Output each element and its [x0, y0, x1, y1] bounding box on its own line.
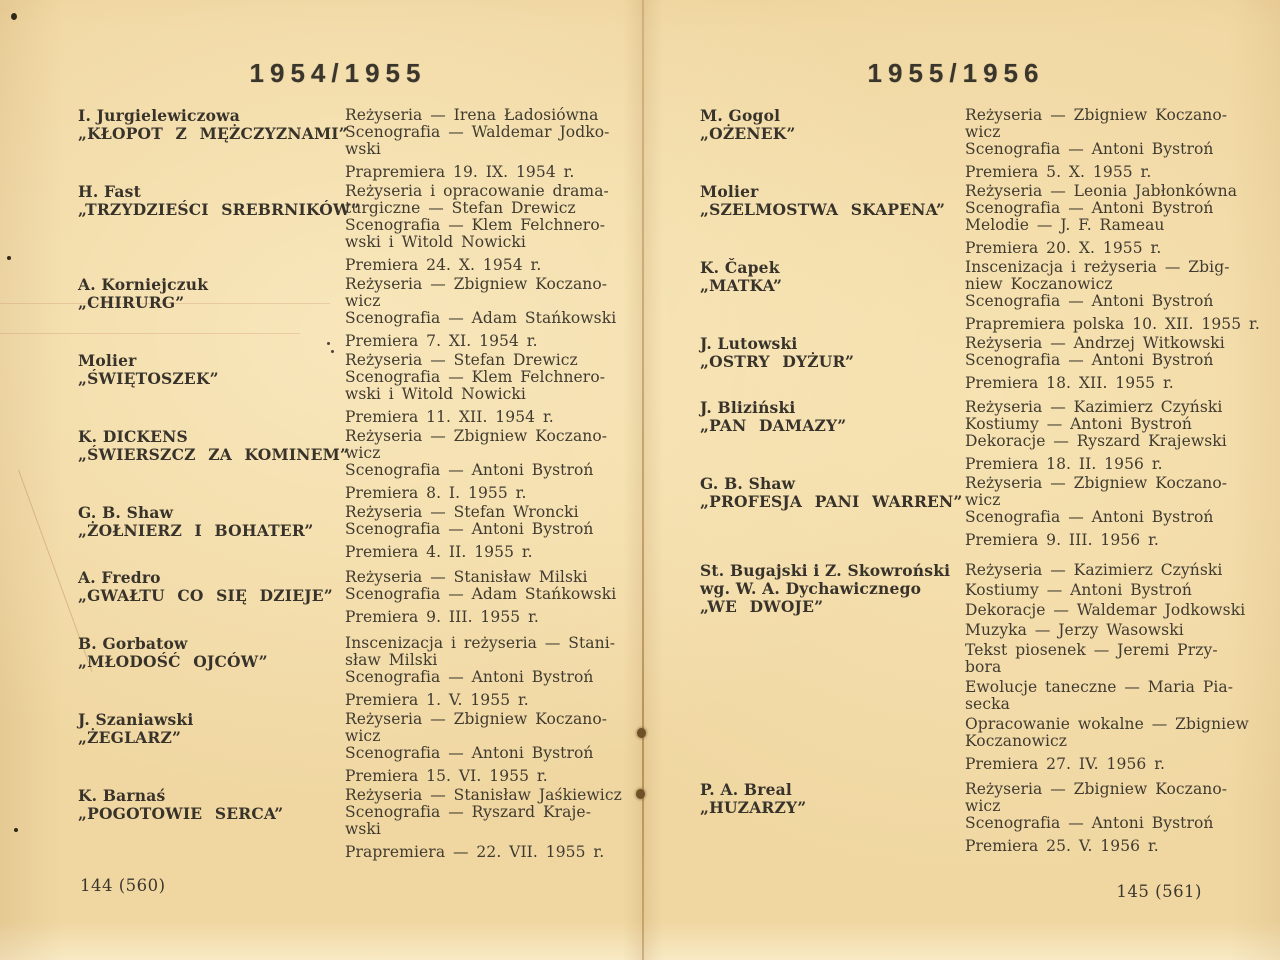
entry-play-title: „ŚWIERSZCZ ZA KOMINEM”	[78, 445, 350, 464]
credit-item	[965, 182, 1238, 200]
premiere-line: Premiera 27. IV. 1956 r.	[965, 755, 1166, 773]
credit-item	[345, 309, 617, 327]
entry-author: H. Fast	[78, 182, 141, 201]
premiere-line: Premiera 20. X. 1955 r.	[965, 239, 1162, 257]
repertoire-list-left	[78, 106, 622, 861]
credit-item	[345, 634, 616, 669]
credit-item	[965, 509, 1212, 526]
credit-line: niew Koczanowicz	[965, 275, 1113, 293]
repertoire-entry	[700, 561, 1249, 773]
entry-credits	[965, 106, 1228, 181]
entry-credits	[965, 474, 1228, 549]
credit-item	[345, 710, 608, 745]
credit-item	[345, 745, 598, 762]
credit-item	[965, 780, 1228, 815]
entry-credits	[965, 561, 1249, 773]
page-right	[700, 58, 1260, 901]
entry-author: P. A. Breal	[700, 780, 792, 799]
credit-line: Scenografia — Antoni Bystroń	[965, 140, 1214, 158]
repertoire-entry	[78, 182, 609, 274]
premiere-line: Premiera 4. II. 1955 r.	[345, 543, 533, 561]
gutter-fold-line	[642, 0, 644, 960]
credit-line: Reżyseria — Stefan Drewicz	[345, 351, 578, 369]
entry-author-block	[700, 562, 965, 773]
entry-play-title: „MATKA”	[700, 276, 783, 295]
binding-hole	[637, 728, 646, 738]
entry-author-block	[78, 787, 345, 861]
credit-item	[965, 641, 1218, 676]
credit-line: Scenografia — Klem Felchnero-	[345, 216, 606, 234]
credit-line: Reżyseria — Stanisław Milski	[345, 568, 588, 586]
credit-line: Scenografia — Antoni Bystroń	[965, 814, 1214, 832]
page-number-right: 145 (561)	[1116, 882, 1202, 901]
premiere-line: Premiera 1. V. 1955 r.	[345, 691, 529, 709]
credit-line: Reżyseria — Zbigniew Koczano-	[965, 106, 1228, 124]
credit-item	[345, 123, 610, 158]
credit-item	[965, 474, 1228, 509]
repertoire-entry	[78, 710, 608, 785]
entry-author: wg. W. A. Dychawicznego	[700, 579, 922, 598]
credit-line: bora	[965, 658, 1002, 676]
credit-line: Scenografia — Adam Stańkowski	[345, 309, 617, 327]
entry-credits	[345, 710, 608, 785]
credit-line: Kostiumy — Antoni Bystroń	[965, 415, 1192, 433]
credit-line: Inscenizacja i reżyseria — Zbig-	[965, 258, 1230, 276]
credit-item	[345, 804, 598, 838]
credit-line: Reżyseria — Zbigniew Koczano-	[345, 710, 608, 728]
entry-play-title: „MŁODOŚĆ OJCÓW”	[78, 652, 268, 671]
credit-item	[345, 216, 606, 251]
credit-item	[965, 715, 1249, 750]
entry-play-title: „PROFESJA PANI WARREN”	[700, 492, 963, 511]
entry-author-block	[78, 106, 348, 181]
credit-line: Opracowanie wokalne — Zbigniew	[965, 715, 1249, 733]
season-header-right: 1955/1956	[867, 58, 1045, 88]
entry-author: K. Čapek	[700, 258, 780, 277]
credit-line: wski	[345, 140, 381, 158]
entry-author-block	[700, 183, 965, 257]
credit-line: Scenografia — Adam Stańkowski	[345, 585, 617, 603]
credit-line: Scenografia — Waldemar Jodko-	[345, 123, 610, 141]
entry-play-title: „PAN DAMAZY”	[700, 416, 847, 435]
entry-author: B. Gorbatow	[78, 634, 188, 653]
credit-item	[345, 569, 598, 586]
credit-item	[965, 678, 1234, 713]
credit-line: Dekoracje — Waldemar Jodkowski	[965, 601, 1246, 619]
entry-author: J. Bliziński	[700, 398, 796, 417]
page-left	[78, 58, 622, 895]
credit-line: Reżyseria — Stanisław Jaśkiewicz	[345, 786, 622, 804]
credit-line: Reżyseria i opracowanie drama-	[345, 182, 609, 200]
credit-line: sław Milski	[345, 651, 438, 669]
credit-line: wicz	[345, 292, 381, 310]
paper-speck	[11, 13, 17, 20]
entry-author: A. Korniejczuk	[78, 275, 209, 294]
credit-item	[345, 669, 598, 686]
credit-line: Scenografia — Antoni Bystroń	[345, 520, 594, 538]
credit-line: wicz	[345, 444, 381, 462]
credit-line: Scenografia — Antoni Bystroń	[345, 668, 594, 686]
repertoire-entry	[700, 398, 1227, 473]
entry-credits	[965, 258, 1260, 333]
premiere-line: Premiera 25. V. 1956 r.	[965, 837, 1159, 855]
credit-item	[965, 815, 1212, 832]
entry-author-block	[700, 475, 965, 549]
credit-item	[345, 182, 609, 217]
repertoire-entry	[78, 275, 617, 350]
entry-play-title: „TRZYDZIEŚCI SREBRNIKÓW”	[78, 200, 360, 219]
premiere-line: Premiera 15. VI. 1955 r.	[345, 767, 548, 785]
entry-author-block	[700, 335, 965, 392]
credit-item	[345, 585, 617, 603]
credit-line: Reżyseria — Kazimierz Czyński	[965, 561, 1223, 579]
credit-item	[345, 504, 598, 521]
entry-author: A. Fredro	[78, 568, 161, 587]
entry-credits	[345, 786, 622, 861]
premiere-line: Premiera 11. XII. 1954 r.	[345, 408, 554, 426]
entry-author-block	[700, 781, 965, 855]
credit-item	[965, 293, 1212, 310]
credit-line: Reżyseria — Irena Ładosiówna	[345, 106, 599, 124]
entry-play-title: „WE DWOJE”	[700, 597, 824, 616]
entry-author: J. Szaniawski	[78, 710, 194, 729]
entry-author-block	[700, 259, 965, 333]
repertoire-entry	[78, 568, 617, 626]
entry-credits	[345, 182, 609, 274]
credit-item	[965, 200, 1212, 217]
credit-item	[345, 107, 598, 124]
entry-author: I. Jurgielewiczowa	[78, 106, 240, 125]
credit-item	[965, 432, 1227, 450]
credit-line: wicz	[965, 491, 1001, 509]
repertoire-entry	[78, 634, 616, 709]
paper-speck	[7, 256, 11, 260]
premiere-line: Premiera 24. X. 1954 r.	[345, 256, 542, 274]
entry-author-block	[78, 504, 345, 561]
entry-credits	[345, 504, 598, 561]
credit-line: Reżyseria — Stefan Wroncki	[345, 503, 579, 521]
entry-author-block	[700, 399, 965, 473]
entry-author-block	[78, 276, 345, 350]
entry-author: St. Bugajski i Z. Skowroński	[700, 561, 951, 580]
repertoire-entry	[700, 780, 1228, 855]
credit-line: wicz	[965, 123, 1001, 141]
premiere-line: Premiera 5. X. 1955 r.	[965, 163, 1152, 181]
credit-line: secka	[965, 695, 1010, 713]
credit-line: Reżyseria — Kazimierz Czyński	[965, 398, 1223, 416]
premiere-line: Premiera 9. III. 1955 r.	[345, 608, 539, 626]
entry-author: J. Lutowski	[700, 334, 798, 353]
premiere-line: Premiera 8. I. 1955 r.	[345, 484, 527, 502]
entry-credits	[345, 351, 606, 426]
credit-line: wski i Witold Nowicki	[345, 233, 526, 251]
repertoire-entry	[700, 334, 1225, 392]
credit-item	[965, 582, 1212, 599]
repertoire-entry	[700, 258, 1260, 333]
credit-item	[345, 368, 606, 403]
entry-author-block	[78, 569, 345, 626]
credit-line: Scenografia — Ryszard Kraje-	[345, 803, 592, 821]
repertoire-entry	[700, 182, 1238, 257]
credit-line: Scenografia — Antoni Bystroń	[965, 351, 1214, 369]
entry-credits	[345, 568, 617, 626]
credit-line: Scenografia — Antoni Bystroń	[345, 461, 594, 479]
credit-item	[965, 352, 1212, 369]
credit-line: Kostiumy — Antoni Bystroń	[965, 581, 1192, 599]
repertoire-entry	[700, 106, 1228, 181]
credit-line: wski	[345, 820, 381, 838]
entry-credits	[345, 634, 616, 709]
credit-item	[965, 334, 1225, 352]
entry-play-title: „SZELMOSTWA SKAPENA”	[700, 200, 946, 219]
premiere-line: Premiera 9. III. 1956 r.	[965, 531, 1159, 549]
entry-credits	[965, 334, 1225, 392]
binding-hole	[636, 789, 645, 799]
credit-line: Reżyseria — Andrzej Witkowski	[965, 334, 1225, 352]
entry-play-title: „OŻENEK”	[700, 124, 796, 143]
credit-line: Scenografia — Antoni Bystroń	[965, 199, 1214, 217]
credit-line: Melodie — J. F. Rameau	[965, 216, 1165, 234]
repertoire-entry	[700, 474, 1228, 549]
credit-item	[345, 275, 608, 310]
entry-play-title: „OSTRY DYŻUR”	[700, 352, 855, 371]
entry-play-title: „GWAŁTU CO SIĘ DZIEJE”	[78, 586, 333, 605]
entry-play-title: „ŻEGLARZ”	[78, 728, 182, 747]
repertoire-entry	[78, 351, 606, 426]
credit-line: Reżyseria — Zbigniew Koczano-	[965, 474, 1228, 492]
credit-item	[965, 561, 1223, 579]
credit-line: Tekst piosenek — Jeremi Przy-	[965, 641, 1218, 659]
page-number-left: 144 (560)	[80, 876, 166, 895]
premiere-line: Prapremiera — 22. VII. 1955 r.	[345, 843, 605, 861]
credit-item	[345, 786, 622, 804]
credit-line: Scenografia — Antoni Bystroń	[345, 744, 594, 762]
credit-item	[965, 141, 1212, 158]
entry-credits	[345, 106, 610, 181]
entry-author-block	[78, 635, 345, 709]
credit-line: turgiczne — Stefan Drewicz	[345, 199, 576, 217]
credit-line: Reżyseria — Zbigniew Koczano-	[345, 427, 608, 445]
entry-author-block	[700, 107, 965, 181]
credit-line: Reżyseria — Zbigniew Koczano-	[965, 780, 1228, 798]
premiere-line: Prapremiera polska 10. XII. 1955 r.	[965, 315, 1260, 333]
credit-line: wicz	[345, 727, 381, 745]
entry-author: K. DICKENS	[78, 427, 188, 446]
entry-author: Molier	[78, 351, 137, 370]
credit-line: Reżyseria — Zbigniew Koczano-	[345, 275, 608, 293]
entry-play-title: „ŚWIĘTOSZEK”	[78, 369, 219, 388]
credit-line: Koczanowicz	[965, 732, 1068, 750]
credit-line: Ewolucje taneczne — Maria Pia-	[965, 678, 1234, 696]
entry-author: G. B. Shaw	[78, 503, 174, 522]
credit-line: Dekoracje — Ryszard Krajewski	[965, 432, 1227, 450]
credit-item	[965, 258, 1230, 293]
credit-item	[345, 352, 598, 369]
entry-play-title: „CHIRURG”	[78, 293, 185, 312]
entry-credits	[965, 398, 1227, 473]
credit-item	[965, 601, 1246, 619]
credit-item	[345, 521, 598, 538]
entry-author-block	[78, 711, 345, 785]
season-header-left: 1954/1955	[249, 58, 427, 88]
entry-play-title: „KŁOPOT Z MĘŻCZYZNAMI”	[78, 124, 348, 143]
credit-line: Muzyka — Jerzy Wasowski	[965, 621, 1184, 639]
credit-line: wski i Witold Nowicki	[345, 385, 526, 403]
entry-author: M. Gogol	[700, 106, 781, 125]
premiere-line: Prapremiera 19. IX. 1954 r.	[345, 163, 575, 181]
entry-credits	[965, 182, 1238, 257]
credit-line: Scenografia — Klem Felchnero-	[345, 368, 606, 386]
credit-item	[345, 462, 598, 479]
premiere-line: Premiera 18. II. 1956 r.	[965, 455, 1163, 473]
credit-item	[965, 106, 1228, 141]
credit-line: Scenografia — Antoni Bystroń	[965, 508, 1214, 526]
credit-line: wicz	[965, 797, 1001, 815]
repertoire-entry	[78, 427, 608, 502]
entry-author-block	[78, 352, 345, 426]
repertoire-entry	[78, 106, 610, 181]
entry-author-block	[78, 427, 350, 502]
paper-speck	[14, 828, 18, 832]
premiere-line: Premiera 7. XI. 1954 r.	[345, 332, 538, 350]
entry-author: K. Barnaś	[78, 786, 166, 805]
repertoire-list-right	[700, 106, 1260, 855]
credit-line: Scenografia — Antoni Bystroń	[965, 292, 1214, 310]
entry-author: G. B. Shaw	[700, 474, 796, 493]
gutter-shadow	[623, 0, 663, 960]
repertoire-entry	[78, 504, 598, 561]
credit-line: Reżyseria — Leonia Jabłonkówna	[965, 182, 1238, 200]
premiere-line: Premiera 18. XII. 1955 r.	[965, 374, 1174, 392]
entry-play-title: „POGOTOWIE SERCA”	[78, 804, 284, 823]
credit-line: Inscenizacja i reżyseria — Stani-	[345, 634, 616, 652]
entry-credits	[345, 275, 617, 350]
credit-item	[345, 427, 608, 462]
entry-author: Molier	[700, 182, 759, 201]
credit-item	[965, 416, 1212, 433]
credit-item	[965, 398, 1223, 416]
entry-play-title: „HUZARZY”	[700, 798, 807, 817]
entry-play-title: „ŻOŁNIERZ I BOHATER”	[78, 521, 314, 540]
entry-author-block	[78, 182, 360, 274]
entry-credits	[965, 780, 1228, 855]
credit-item	[965, 622, 1212, 639]
repertoire-entry	[78, 786, 622, 861]
entry-credits	[345, 427, 608, 502]
credit-item	[965, 217, 1212, 234]
